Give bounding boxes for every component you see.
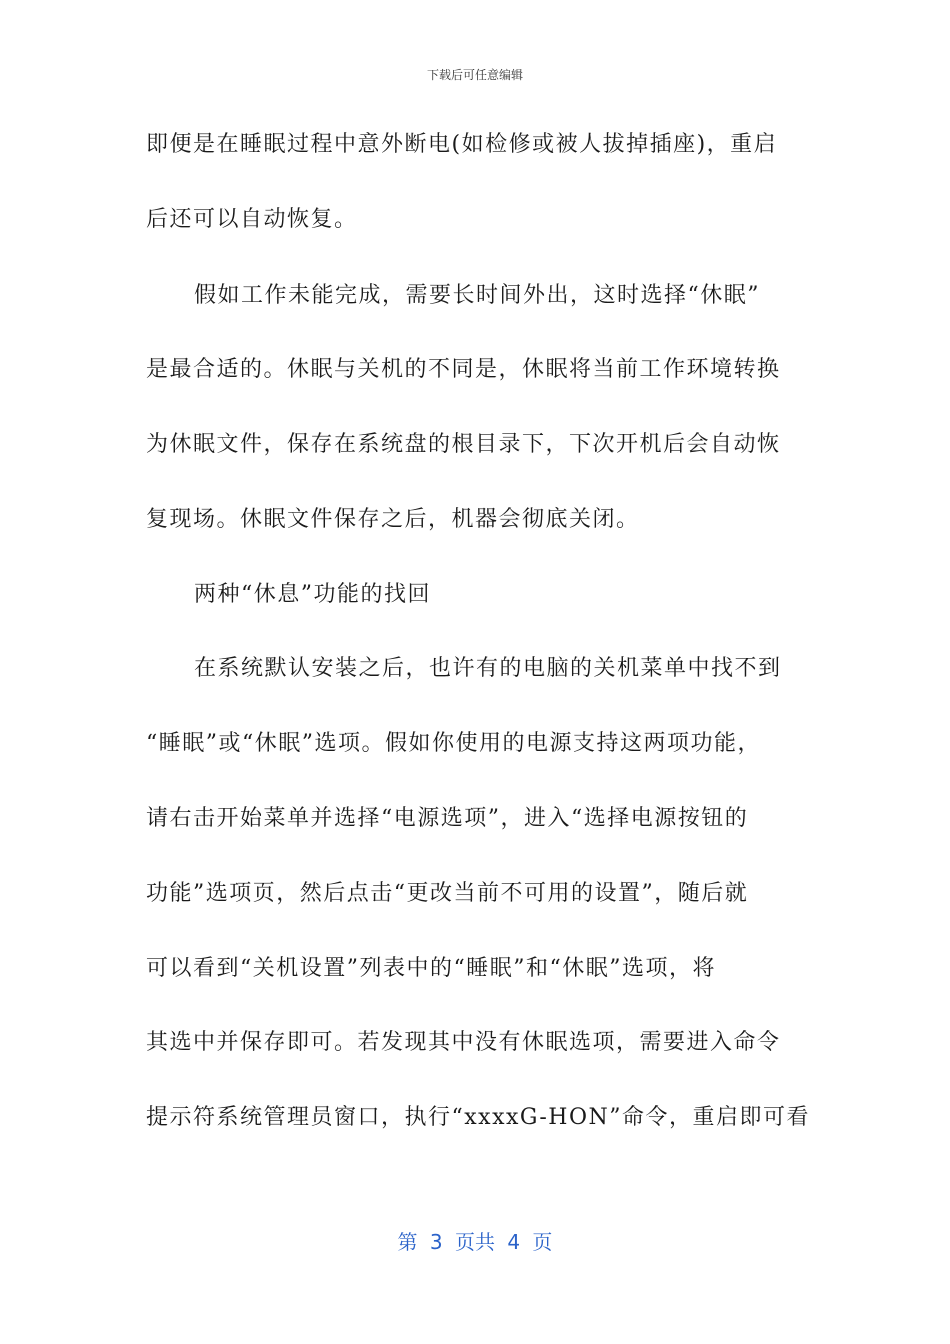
- page-footer: 第 3 页共 4 页: [397, 1230, 553, 1254]
- body-line: 可以看到“关机设置”列表中的“睡眠”和“休眠”选项，将: [146, 956, 716, 981]
- body-line: “睡眠”或“休眠”选项。假如你使用的电源支持这两项功能，: [146, 731, 761, 756]
- paragraph-line: 假如工作未能完成，需要长时间外出，这时选择“休眠”: [194, 283, 760, 308]
- body-line: 复现场。休眠文件保存之后，机器会彻底关闭。: [146, 507, 640, 532]
- body-line: 请右击开始菜单并选择“电源选项”，进入“选择电源按钮的: [146, 806, 749, 831]
- body-line: 提示符系统管理员窗口，执行“xxxxG-HON”命令，重启即可看: [146, 1105, 811, 1130]
- body-line: 其选中并保存即可。若发现其中没有休眠选项，需要进入命令: [146, 1030, 781, 1055]
- body-line: 功能”选项页，然后点击“更改当前不可用的设置”，随后就: [146, 881, 749, 906]
- paragraph-line: 在系统默认安装之后，也许有的电脑的关机菜单中找不到: [194, 656, 782, 681]
- page-header: 下载后可任意编辑: [426, 68, 523, 82]
- body-line: 即便是在睡眠过程中意外断电(如检修或被人拔掉插座)，重启: [146, 132, 778, 157]
- body-line: 为休眠文件，保存在系统盘的根目录下，下次开机后会自动恢: [146, 432, 781, 457]
- body-line: 是最合适的。休眠与关机的不同是，休眠将当前工作环境转换: [146, 357, 781, 382]
- section-heading: 两种“休息”功能的找回: [194, 582, 431, 607]
- body-line: 后还可以自动恢复。: [146, 207, 358, 232]
